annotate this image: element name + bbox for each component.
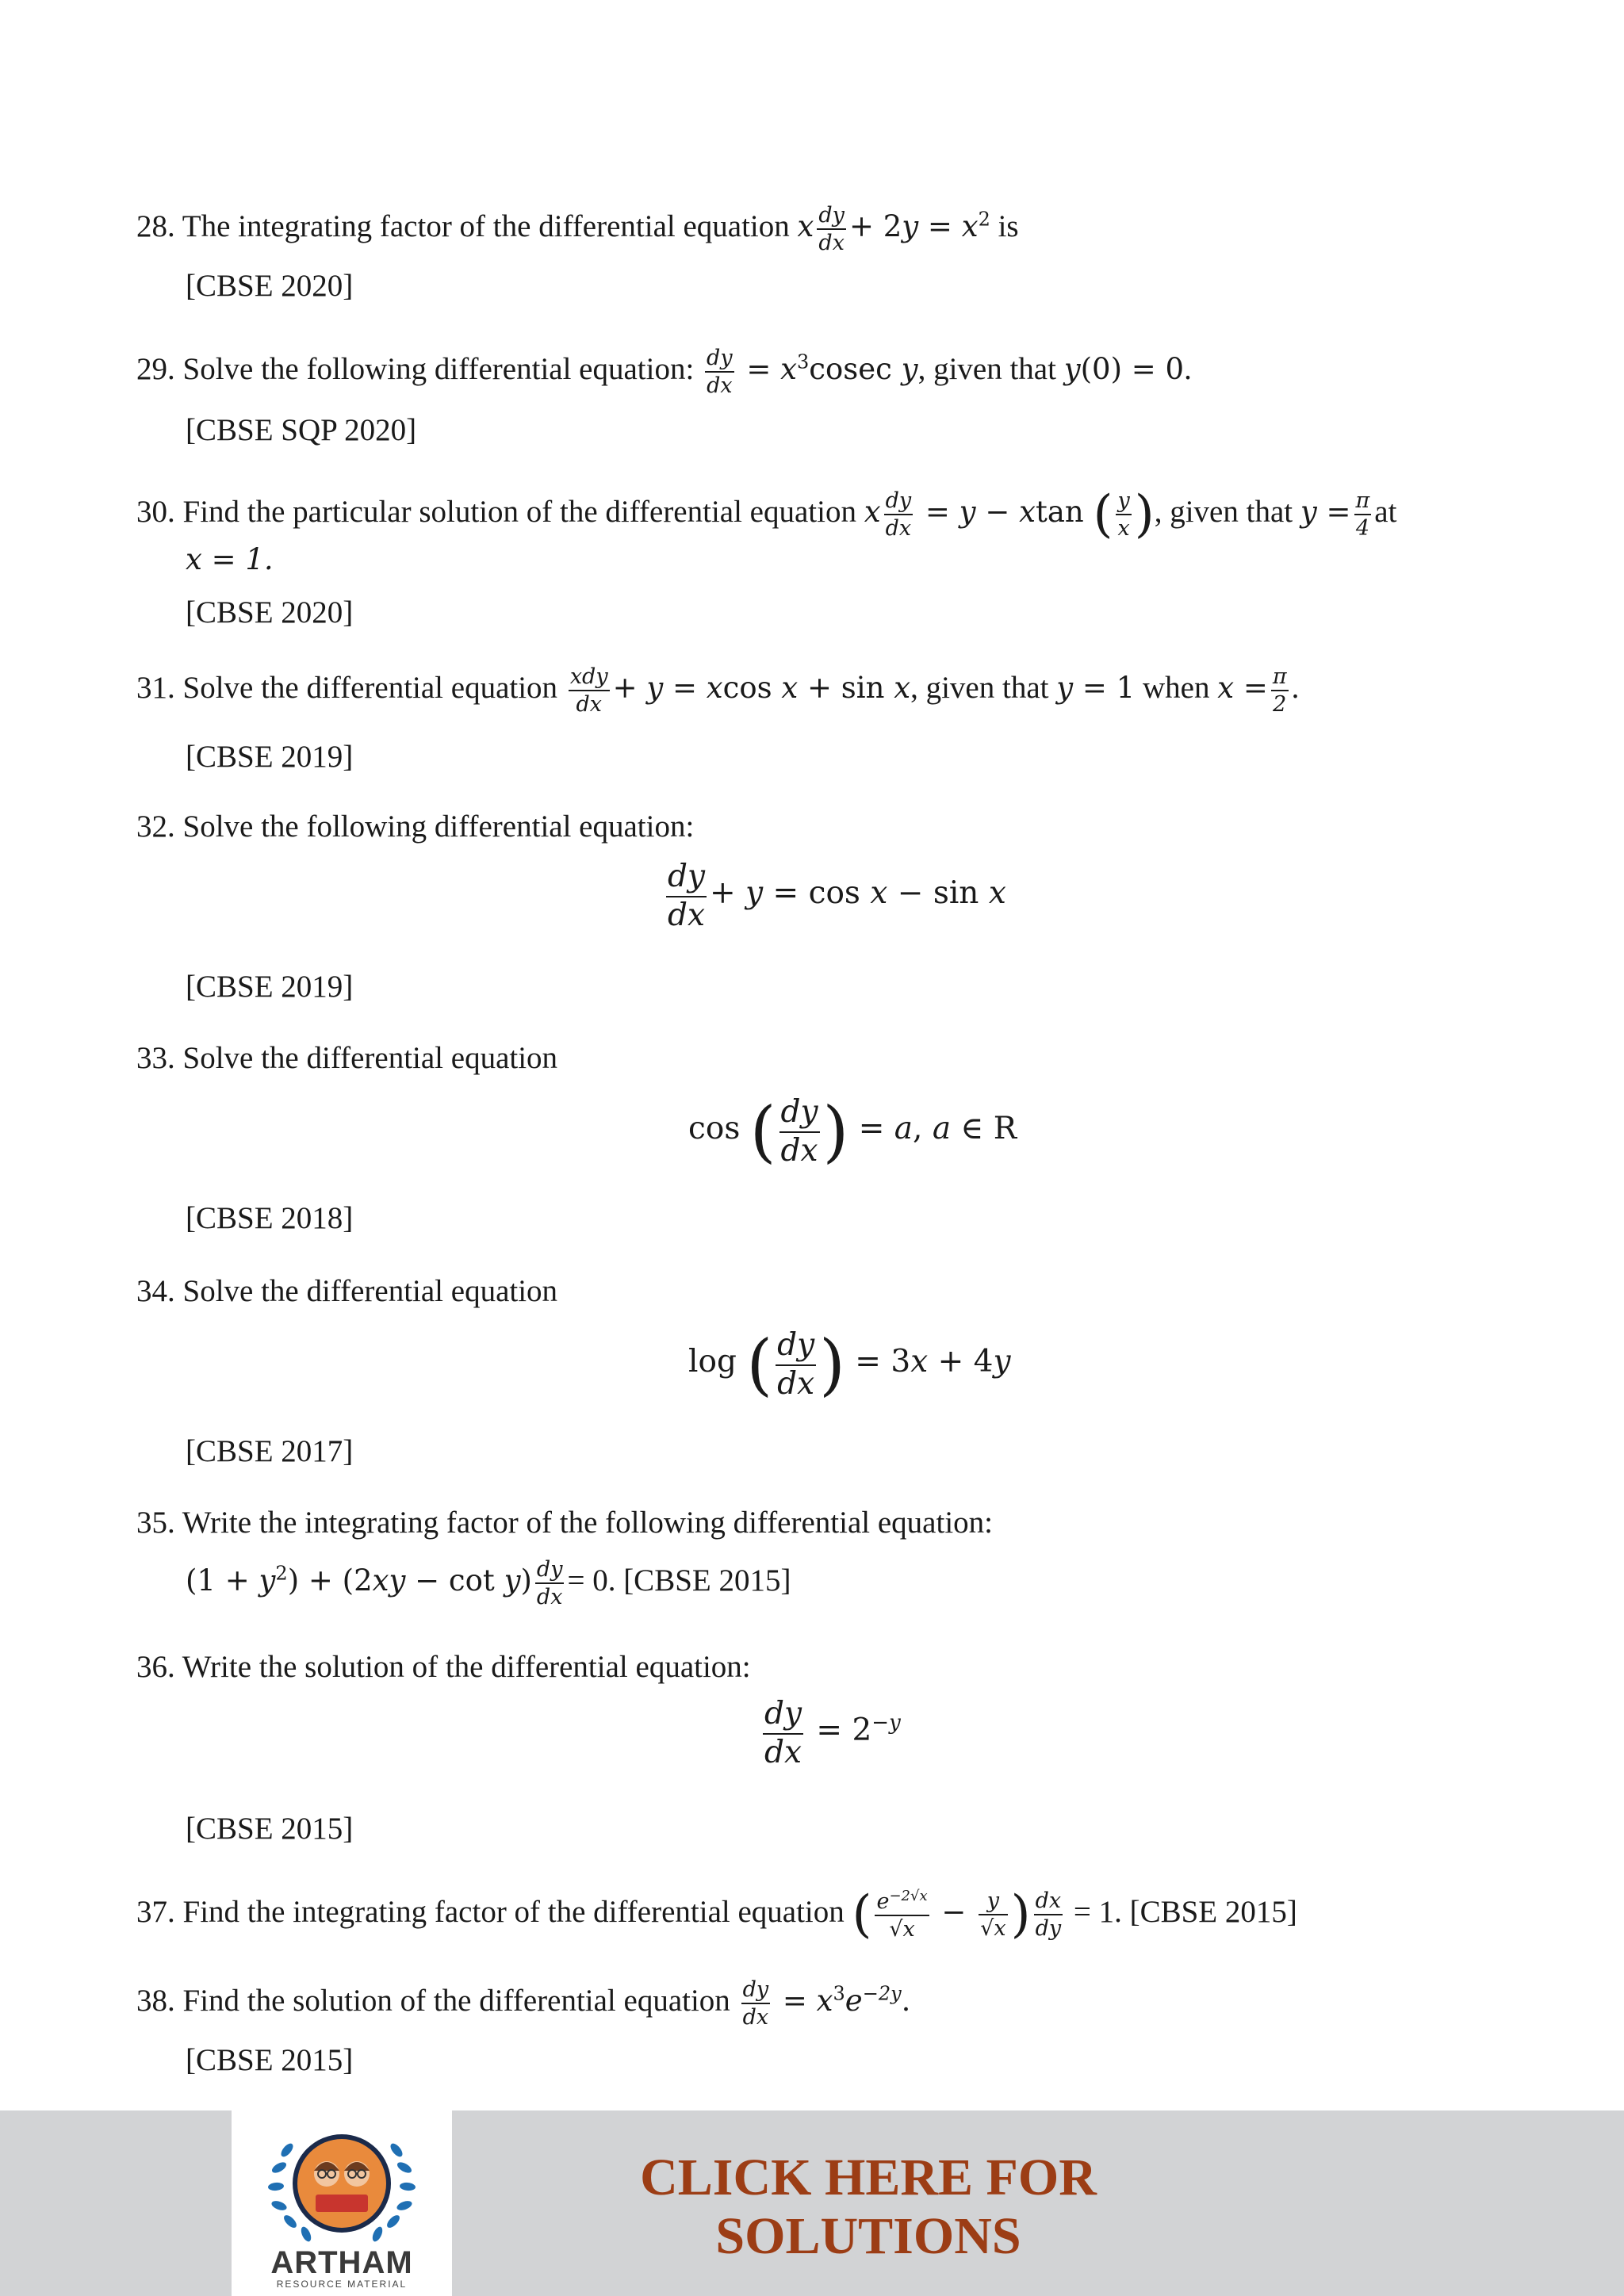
equation-36: $\frac{dy}{dx}$ = $2^{-y}$ (764, 1696, 901, 1770)
question-30-line2: x = 1. (186, 542, 274, 576)
laurel-wreath-icon (263, 2118, 420, 2245)
fraction-dy-dx: $\frac{dy}{dx}$ (668, 859, 705, 933)
fraction-dy-dx: $\frac{dy}{dx}$ (764, 1696, 802, 1770)
equation-34: log ( $\frac{dy}{dx}$ ) = 3x + 4y (688, 1326, 1011, 1403)
paren-open: ( (749, 1093, 776, 1170)
fraction-dy-dx: $\frac{dy}{dx}$ (536, 1557, 563, 1609)
fraction-dx-dy: $\frac{dx}{dy}$ (1035, 1888, 1062, 1941)
footer-banner (0, 2110, 1624, 2296)
question-36: 36. Write the solution of the differential equation: (136, 1650, 751, 1684)
paren-open: ( (1093, 485, 1113, 544)
source-34: [CBSE 2017] (186, 1434, 354, 1468)
source-28: [CBSE 2020] (186, 269, 354, 303)
source-30: [CBSE 2020] (186, 595, 354, 629)
paren-open: ( (852, 1885, 872, 1944)
source-29: [CBSE SQP 2020] (186, 413, 417, 447)
fraction-y-x: $\frac{y}{x}$ (1117, 488, 1130, 541)
paren-close: ) (819, 1326, 845, 1403)
source-38: [CBSE 2015] (186, 2043, 354, 2077)
artham-logo[interactable] (232, 2110, 452, 2296)
fraction-dy-dx: $\frac{dy}{dx}$ (777, 1327, 815, 1402)
question-32: 32. Solve the following differential equation: (136, 809, 695, 844)
fraction-dy-dx: $\frac{dy}{dx}$ (742, 1977, 769, 2030)
source-33: [CBSE 2018] (186, 1201, 354, 1235)
fraction-e-sqrt: $\frac{e^{-2√x}}{√x}$ (876, 1888, 928, 1942)
question-35-equation: $(1 + y^2) + (2xy - \cot y)$ $\frac{dy}{dx}$ = 0. [CBSE 2015] (186, 1557, 791, 1609)
fraction-dy-dx: $\frac{dy}{dx}$ (707, 346, 733, 398)
cta-line-1: CLICK HERE FOR (640, 2149, 1097, 2206)
paren-close: ) (822, 1093, 849, 1170)
question-31: 31. Solve the differential equation $\frac{\text{xdy}}{dx}$ + y = xcos x + sin x, given that y = 1 when x = $\frac{\pi}{2}$ . (136, 664, 1300, 717)
fraction-y-sqrt: $\frac{y}{√x}$ (980, 1888, 1006, 1941)
solutions-link[interactable] (571, 2149, 1166, 2266)
fraction-dy-dx: $\frac{dy}{dx}$ (780, 1094, 818, 1169)
paren-open: ( (746, 1326, 773, 1403)
question-30: 30. Find the particular solution of the differential equation x $\frac{dy}{dx}$ = y − xtan ( $\frac{y}{x}$ ), given that y = $\frac{\pi}{4}$ at (136, 485, 1397, 544)
question-28: 28. The integrating factor of the differential equation x $\frac{dy}{dx}$ + $2y = x^2$ is (136, 203, 1019, 255)
question-35: 35. Write the integrating factor of the following differential equation: (136, 1506, 993, 1540)
paren-close: ) (1010, 1885, 1031, 1944)
equation-32: $\frac{dy}{dx}$ + y = cos x − sin x (668, 859, 1006, 933)
question-37: 37. Find the integrating factor of the differential equation ( $\frac{e^{-2√x}}{√x}$ − $\frac{y}{√x}$ ) $\frac{dx}{dy}$ = 1. [CBSE 2015] (136, 1885, 1297, 1944)
cta-line-2: SOLUTIONS (715, 2207, 1021, 2265)
source-36: [CBSE 2015] (186, 1812, 354, 1846)
equation-33: cos ( $\frac{dy}{dx}$ ) = a, a ∈ R (688, 1093, 1017, 1170)
fraction-dy-dx: $\frac{dy}{dx}$ (885, 488, 912, 541)
logo-name: ARTHAM (270, 2245, 413, 2280)
source-32: [CBSE 2019] (186, 970, 354, 1004)
fraction-pi-2: $\frac{\pi}{2}$ (1272, 664, 1287, 717)
question-33: 33. Solve the differential equation (136, 1041, 558, 1075)
question-38: 38. Find the solution of the differential equation $\frac{dy}{dx}$ = $x^3e^{-2y}$. (136, 1977, 911, 2030)
question-29: 29. Solve the following differential equation: $\frac{dy}{dx}$ = $x^3cosec$ y, given that y(0) = 0. (136, 346, 1192, 398)
fraction-pi-4: $\frac{\pi}{4}$ (1355, 488, 1370, 541)
fraction-dy-dx: $\frac{dy}{dx}$ (818, 203, 845, 255)
question-34: 34. Solve the differential equation (136, 1274, 558, 1308)
fraction-xdy-dx: $\frac{\text{xdy}}{dx}$ (569, 664, 608, 717)
paren-close: ) (1134, 485, 1155, 544)
logo-tagline: RESOURCE MATERIAL (276, 2279, 408, 2290)
source-31: [CBSE 2019] (186, 740, 354, 774)
